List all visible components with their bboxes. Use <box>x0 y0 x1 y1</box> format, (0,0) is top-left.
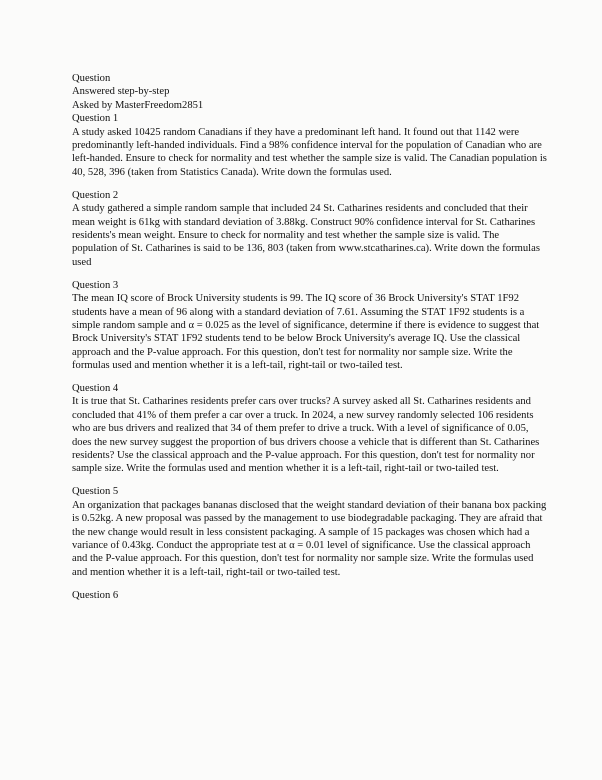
question-1 <box>72 112 547 179</box>
question-page <box>72 72 547 612</box>
question-title: Question 3 <box>72 279 119 291</box>
question-2 <box>72 189 547 269</box>
asked-by: Asked by MasterFreedom2851 <box>72 99 204 111</box>
question-body: A study asked 10425 random Canadians if they have a predominant left hand. It found out that 1142 were predominantly left-handed individuals. Find a 98% confidence interval for the population of Canadian who are left-handed. Ensure to check for normality and test whether the sample size is valid. The Canadian population is 40, 528, 396 (taken from Statistics Canada). Write down the formulas used. <box>72 126 547 178</box>
question-5 <box>72 485 547 579</box>
question-title: Question 6 <box>72 589 119 601</box>
question-body: The mean IQ score of Brock University students is 99. The IQ score of 36 Brock University's STAT 1F92 students have a mean of 96 along with a standard deviation of 7.61. Assuming the STAT 1F92 students is a simple random sample and α = 0.025 as the level of significance, determine if there is evidence to suggest that Brock University's STAT 1F92 students tend to be below Brock University's average IQ. Use the classical approach and the P-value approach. For this question, don't test for normality nor sample size. Write the formulas used and mention whether it is a left-tail, right-tail or two-tailed test. <box>72 293 540 372</box>
question-title: Question 2 <box>72 189 119 201</box>
question-body: An organization that packages bananas disclosed that the weight standard deviation of their banana box packing is 0.52kg. A new proposal was passed by the management to use biodegradable packaging. They are afraid that the new change would result in less consistent packaging. A sample of 15 packages was chosen which had a variance of 0.43kg. Conduct the appropriate test at α = 0.01 level of significance. Use the classical approach and the P-value approach. For this question, don't test for normality nor sample size. Write the formulas used and mention whether it is a left-tail, right-tail or two-tailed test. <box>72 499 547 578</box>
question-6 <box>72 589 547 602</box>
question-body: A study gathered a simple random sample that included 24 St. Catharines residents and concluded that their mean weight is 61kg with standard deviation of 3.88kg. Construct 90% confidence interval for St. Catharines residents's mean weight. Ensure to check for normality and test whether the sample size is valid. The population of St. Catharines is said to be 136, 803 (taken from www.stcatharines.ca). Write down the formulas used <box>72 203 540 268</box>
question-title: Question 4 <box>72 383 119 395</box>
question-title: Question 5 <box>72 486 119 498</box>
question-title: Question 1 <box>72 113 119 125</box>
question-4 <box>72 382 547 476</box>
question-label: Question <box>72 73 111 84</box>
question-3 <box>72 279 547 373</box>
question-body: It is true that St. Catharines residents prefer cars over trucks? A survey asked all St. Catharines residents and concluded that 41% of them prefer a car over a truck. In 2024, a new survey randomly selected 106 residents who are bus drivers and realized that 34 of them prefer to drive a truck. With a level of significance of 0.05, does the new survey suggest the proportion of bus drivers choose a vehicle that is different than St. Catharines residents? Use the classical approach and the P-value approach. For this question, don't test for normality nor sample size. Write the formulas used and mention whether it is a left-tail, right-tail or two-tailed test. <box>72 396 540 475</box>
answer-status: Answered step-by-step <box>72 86 170 98</box>
